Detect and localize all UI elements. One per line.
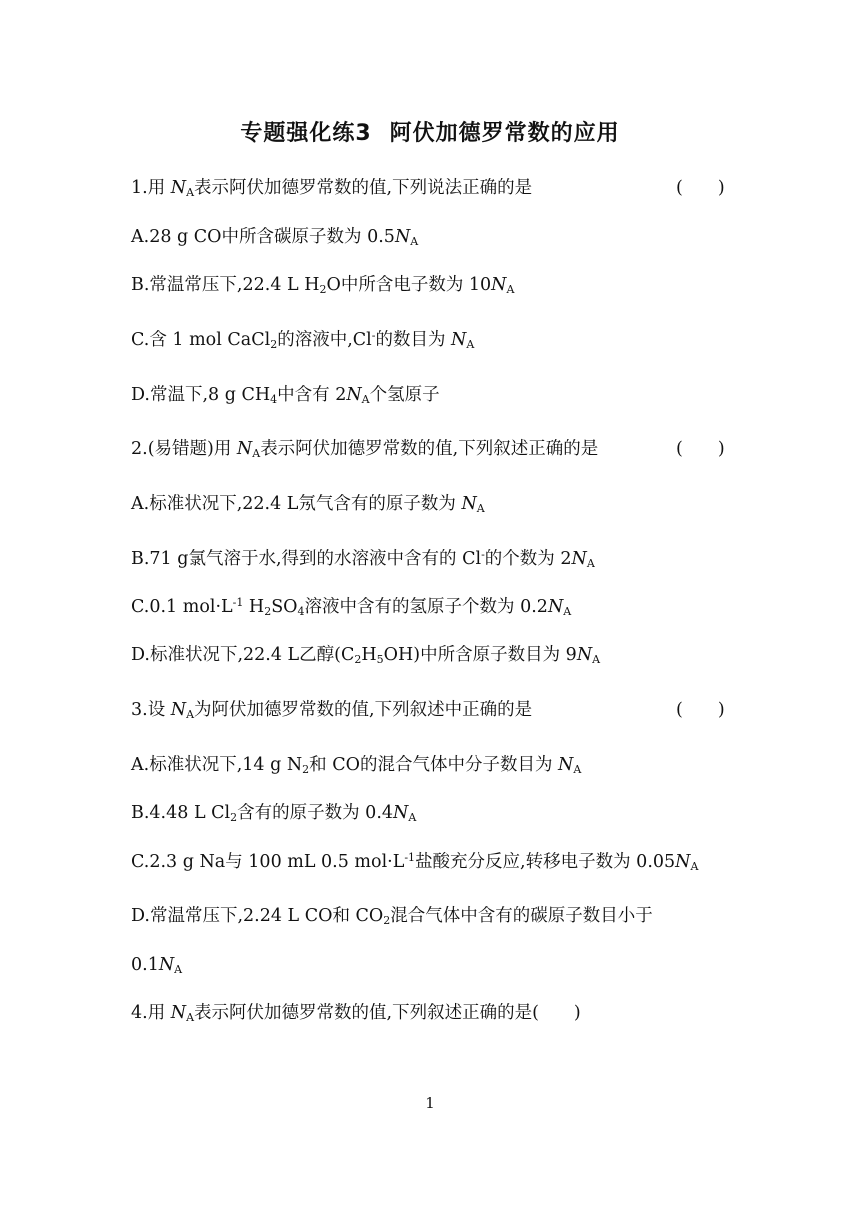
question-2-answer-bracket: ( ) [676,439,725,459]
question-1-answer-bracket: ( ) [676,178,725,198]
question-2-stem: 2.(易错题)用 $N_A$表示阿伏加德罗常数的值,下列叙述正确的是 [131,439,599,460]
question-3-option-d-continued: $0.1N_A$ [131,955,183,976]
question-3-stem: 3.设 $N_A$为阿伏加德罗常数的值,下列叙述中正确的是 [131,700,533,721]
question-3-option-d: D.常温常压下,2.24 L CO和 $CO_2$混合气体中含有的碳原子数目小于 [131,906,653,927]
question-3-option-b: B.4.48 L $Cl_2$含有的原子数为 $0.4N_A$ [131,803,417,824]
question-2-option-a: A.标准状况下,22.4 L氖气含有的原子数为 $N_A$ [131,494,485,515]
question-2-option-b: B.71 g氯气溶于水,得到的水溶液中含有的 Cl-的个数为 $2N_A$ [131,548,595,570]
question-4-answer-bracket: ( ) [532,1003,581,1023]
question-4-stem: 4.用 $N_A$表示阿伏加德罗常数的值,下列叙述正确的是( ) [131,1003,581,1024]
question-1-stem: 1.用 $N_A$表示阿伏加德罗常数的值,下列说法正确的是 [131,178,533,199]
question-2-option-d: D.标准状况下,22.4 L乙醇$(C_2H_5OH)$中所含原子数目为 $9N_A$ [131,645,601,666]
title-series: 专题强化练3 [240,121,372,146]
page-title [0,116,860,147]
question-3-option-a: A.标准状况下,14 g $N_2$和 CO的混合气体中分子数目为 $N_A$ [131,755,582,776]
page-number: 1 [425,1094,435,1112]
question-1-option-b: B.常温常压下,22.4 L $H_2O$中所含电子数为 $10N_A$ [131,275,515,296]
title-topic: 阿伏加德罗常数的应用 [389,121,620,146]
question-1-option-c: C.含 1 mol CaCl$_2$的溶液中,Cl-的数目为 $N_A$ [131,329,475,351]
question-1-option-a: A.28 g CO中所含碳原子数为 $0.5N_A$ [131,227,419,248]
question-2-option-c: C.0.1 $mol\cdot L^{-1}$ $H_2SO_4$溶液中含有的氢原子个数为 $0.2N_A$ [131,596,572,618]
question-3-answer-bracket: ( ) [676,700,725,720]
question-3-option-c: C.2.3 g Na与 100 mL 0.5 $mol\cdot L^{-1}$盐酸充分反应,转移电子数为 $0.05N_A$ [131,851,699,873]
question-1-option-d: D.常温下,8 g $CH_4$中含有 $2N_A$个氢原子 [131,385,440,406]
